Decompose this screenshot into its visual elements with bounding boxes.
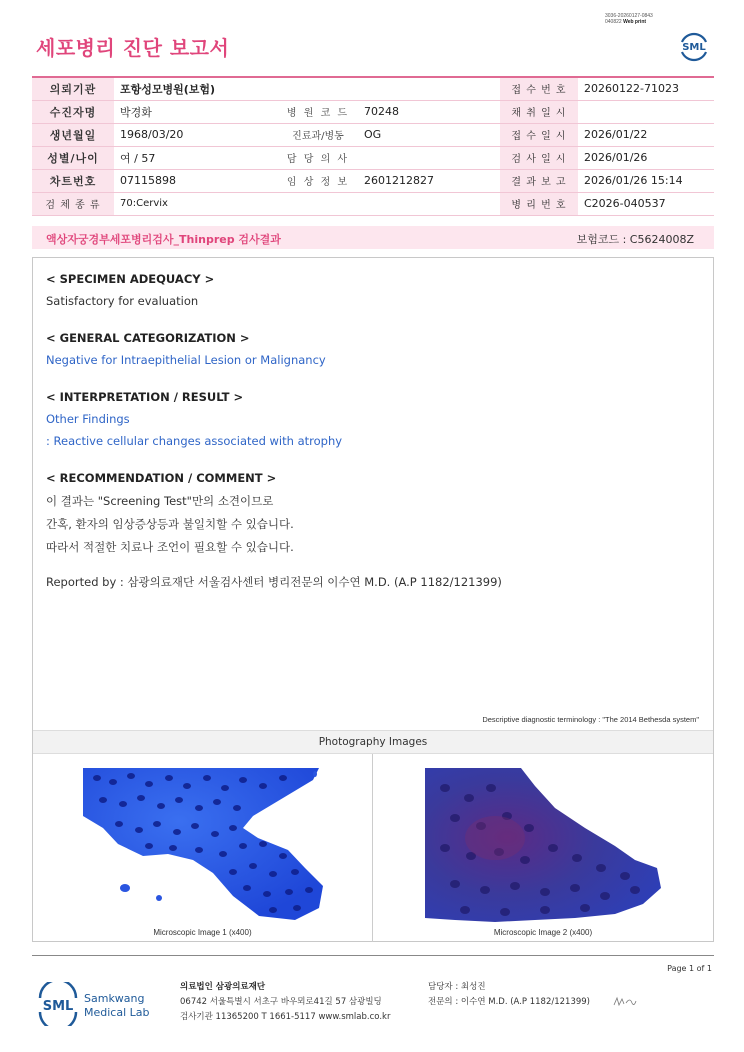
interpretation-line2: : Reactive cellular changes associated with atrophy [46, 434, 343, 448]
label-chart-no: 차트번호 [32, 169, 114, 192]
value-accession-no: 20260122-71023 [578, 77, 714, 100]
photo-heading: Photography Images [33, 730, 713, 754]
samkwang-logo [36, 982, 156, 1026]
report-title: 세포병리 진단 보고서 [36, 36, 230, 60]
exam-bar [32, 226, 714, 249]
staff-pathologist: 전문의 : 이수연 M.D. (A.P 1182/121399) [428, 997, 590, 1007]
sml-logo [676, 28, 712, 64]
image2-caption: Microscopic Image 2 (x400) [493, 928, 593, 937]
label-test-date: 검 사 일 시 [500, 146, 578, 169]
label-requesting-org: 의뢰기관 [32, 77, 114, 100]
terminology-note: Descriptive diagnostic terminology : "The 2014 Bethesda system" [482, 715, 699, 724]
label-physician: 담 당 의 사 [278, 146, 358, 169]
footer-org [180, 980, 390, 1025]
print-code [605, 13, 653, 25]
value-patient-name: 박경화 [114, 100, 278, 123]
categorization-heading: < GENERAL CATEGORIZATION > [46, 331, 250, 345]
value-pathology-no: C2026-040537 [578, 192, 714, 215]
microscopic-image-1 [83, 768, 323, 920]
value-department: OG [358, 123, 500, 146]
value-clinical-info: 2601212827 [358, 169, 500, 192]
label-sex-age: 성별/나이 [32, 146, 114, 169]
footer-logo-sml: SML [42, 999, 74, 1014]
label-received-date: 접 수 일 시 [500, 123, 578, 146]
microscopic-image-2 [425, 768, 661, 924]
adequacy-heading: < SPECIMEN ADEQUACY > [46, 272, 215, 286]
photo-cell-1 [33, 754, 373, 942]
exam-name: 액상자궁경부세포병리검사_Thinprep 검사결과 [46, 233, 281, 246]
value-hospital-code: 70248 [358, 100, 500, 123]
result-box [32, 257, 714, 942]
value-specimen-type: 70:Cervix [114, 192, 500, 215]
footer-logo-line1: Samkwang [84, 992, 145, 1005]
adequacy-text: Satisfactory for evaluation [46, 294, 199, 308]
info-row [32, 192, 714, 215]
recommendation-line3: 따라서 적절한 치료나 조언이 필요할 수 있습니다. [46, 540, 294, 554]
info-row [32, 123, 714, 146]
label-accession-no: 접 수 번 호 [500, 77, 578, 100]
print-code-line2: 040822 [605, 19, 622, 25]
footer-divider [32, 955, 714, 956]
label-specimen-type: 검 체 종 류 [32, 192, 114, 215]
print-code-line1: 3036-20260127-0843 [605, 13, 653, 19]
insurance-code: 보험코드 : C5624008Z [576, 233, 694, 246]
patient-info-table [32, 76, 714, 216]
value-received-date: 2026/01/22 [578, 123, 714, 146]
info-row [32, 77, 714, 100]
categorization-text: Negative for Intraepithelial Lesion or Malignancy [46, 353, 326, 367]
org-contact: 검사기관 11365200 T 1661-5117 www.smlab.co.kr [180, 1012, 391, 1022]
reported-by: Reported by : 삼광의료재단 서울검사센터 병리전문의 이수연 M.D. (A.P 1182/121399) [46, 575, 502, 589]
staff-in-charge: 담당자 : 최성진 [428, 982, 486, 992]
label-department: 진료과/병동 [278, 123, 358, 146]
footer-staff [428, 980, 590, 1010]
value-chart-no: 07115898 [114, 169, 278, 192]
sml-logo-text: SML [682, 42, 706, 53]
value-report-date: 2026/01/26 15:14 [578, 169, 714, 192]
recommendation-line2: 간혹, 환자의 임상증상등과 불일치할 수 있습니다. [46, 517, 294, 531]
info-row [32, 146, 714, 169]
value-physician [358, 146, 500, 169]
label-hospital-code: 병 원 코 드 [278, 100, 358, 123]
image1-caption: Microscopic Image 1 (x400) [153, 928, 252, 937]
interpretation-heading: < INTERPRETATION / RESULT > [46, 390, 244, 404]
value-sex-age: 여 / 57 [114, 146, 278, 169]
print-type: Web print [623, 19, 647, 25]
org-address: 06742 서울특별시 서초구 바우뫼로41길 57 삼광빌딩 [180, 997, 382, 1007]
value-birth-date: 1968/03/20 [114, 123, 278, 146]
recommendation-heading: < RECOMMENDATION / COMMENT > [46, 471, 277, 485]
label-collection-date: 채 취 일 시 [500, 100, 578, 123]
org-name: 의료법인 삼광의료재단 [180, 982, 266, 992]
info-row [32, 100, 714, 123]
photo-cell-2 [373, 754, 713, 942]
footer-logo-line2: Medical Lab [84, 1006, 150, 1019]
label-birth-date: 생년월일 [32, 123, 114, 146]
interpretation-line1: Other Findings [46, 412, 130, 426]
label-patient-name: 수진자명 [32, 100, 114, 123]
label-clinical-info: 임 상 정 보 [278, 169, 358, 192]
pathologist-signature [612, 995, 638, 1009]
value-collection-date [578, 100, 714, 123]
value-test-date: 2026/01/26 [578, 146, 714, 169]
value-requesting-org: 포항성모병원(보험) [114, 77, 500, 100]
recommendation-line1: 이 결과는 "Screening Test"만의 소견이므로 [46, 494, 274, 508]
label-pathology-no: 병 리 번 호 [500, 192, 578, 215]
label-report-date: 결 과 보 고 [500, 169, 578, 192]
page-number: Page 1 of 1 [667, 964, 712, 973]
info-row [32, 169, 714, 192]
